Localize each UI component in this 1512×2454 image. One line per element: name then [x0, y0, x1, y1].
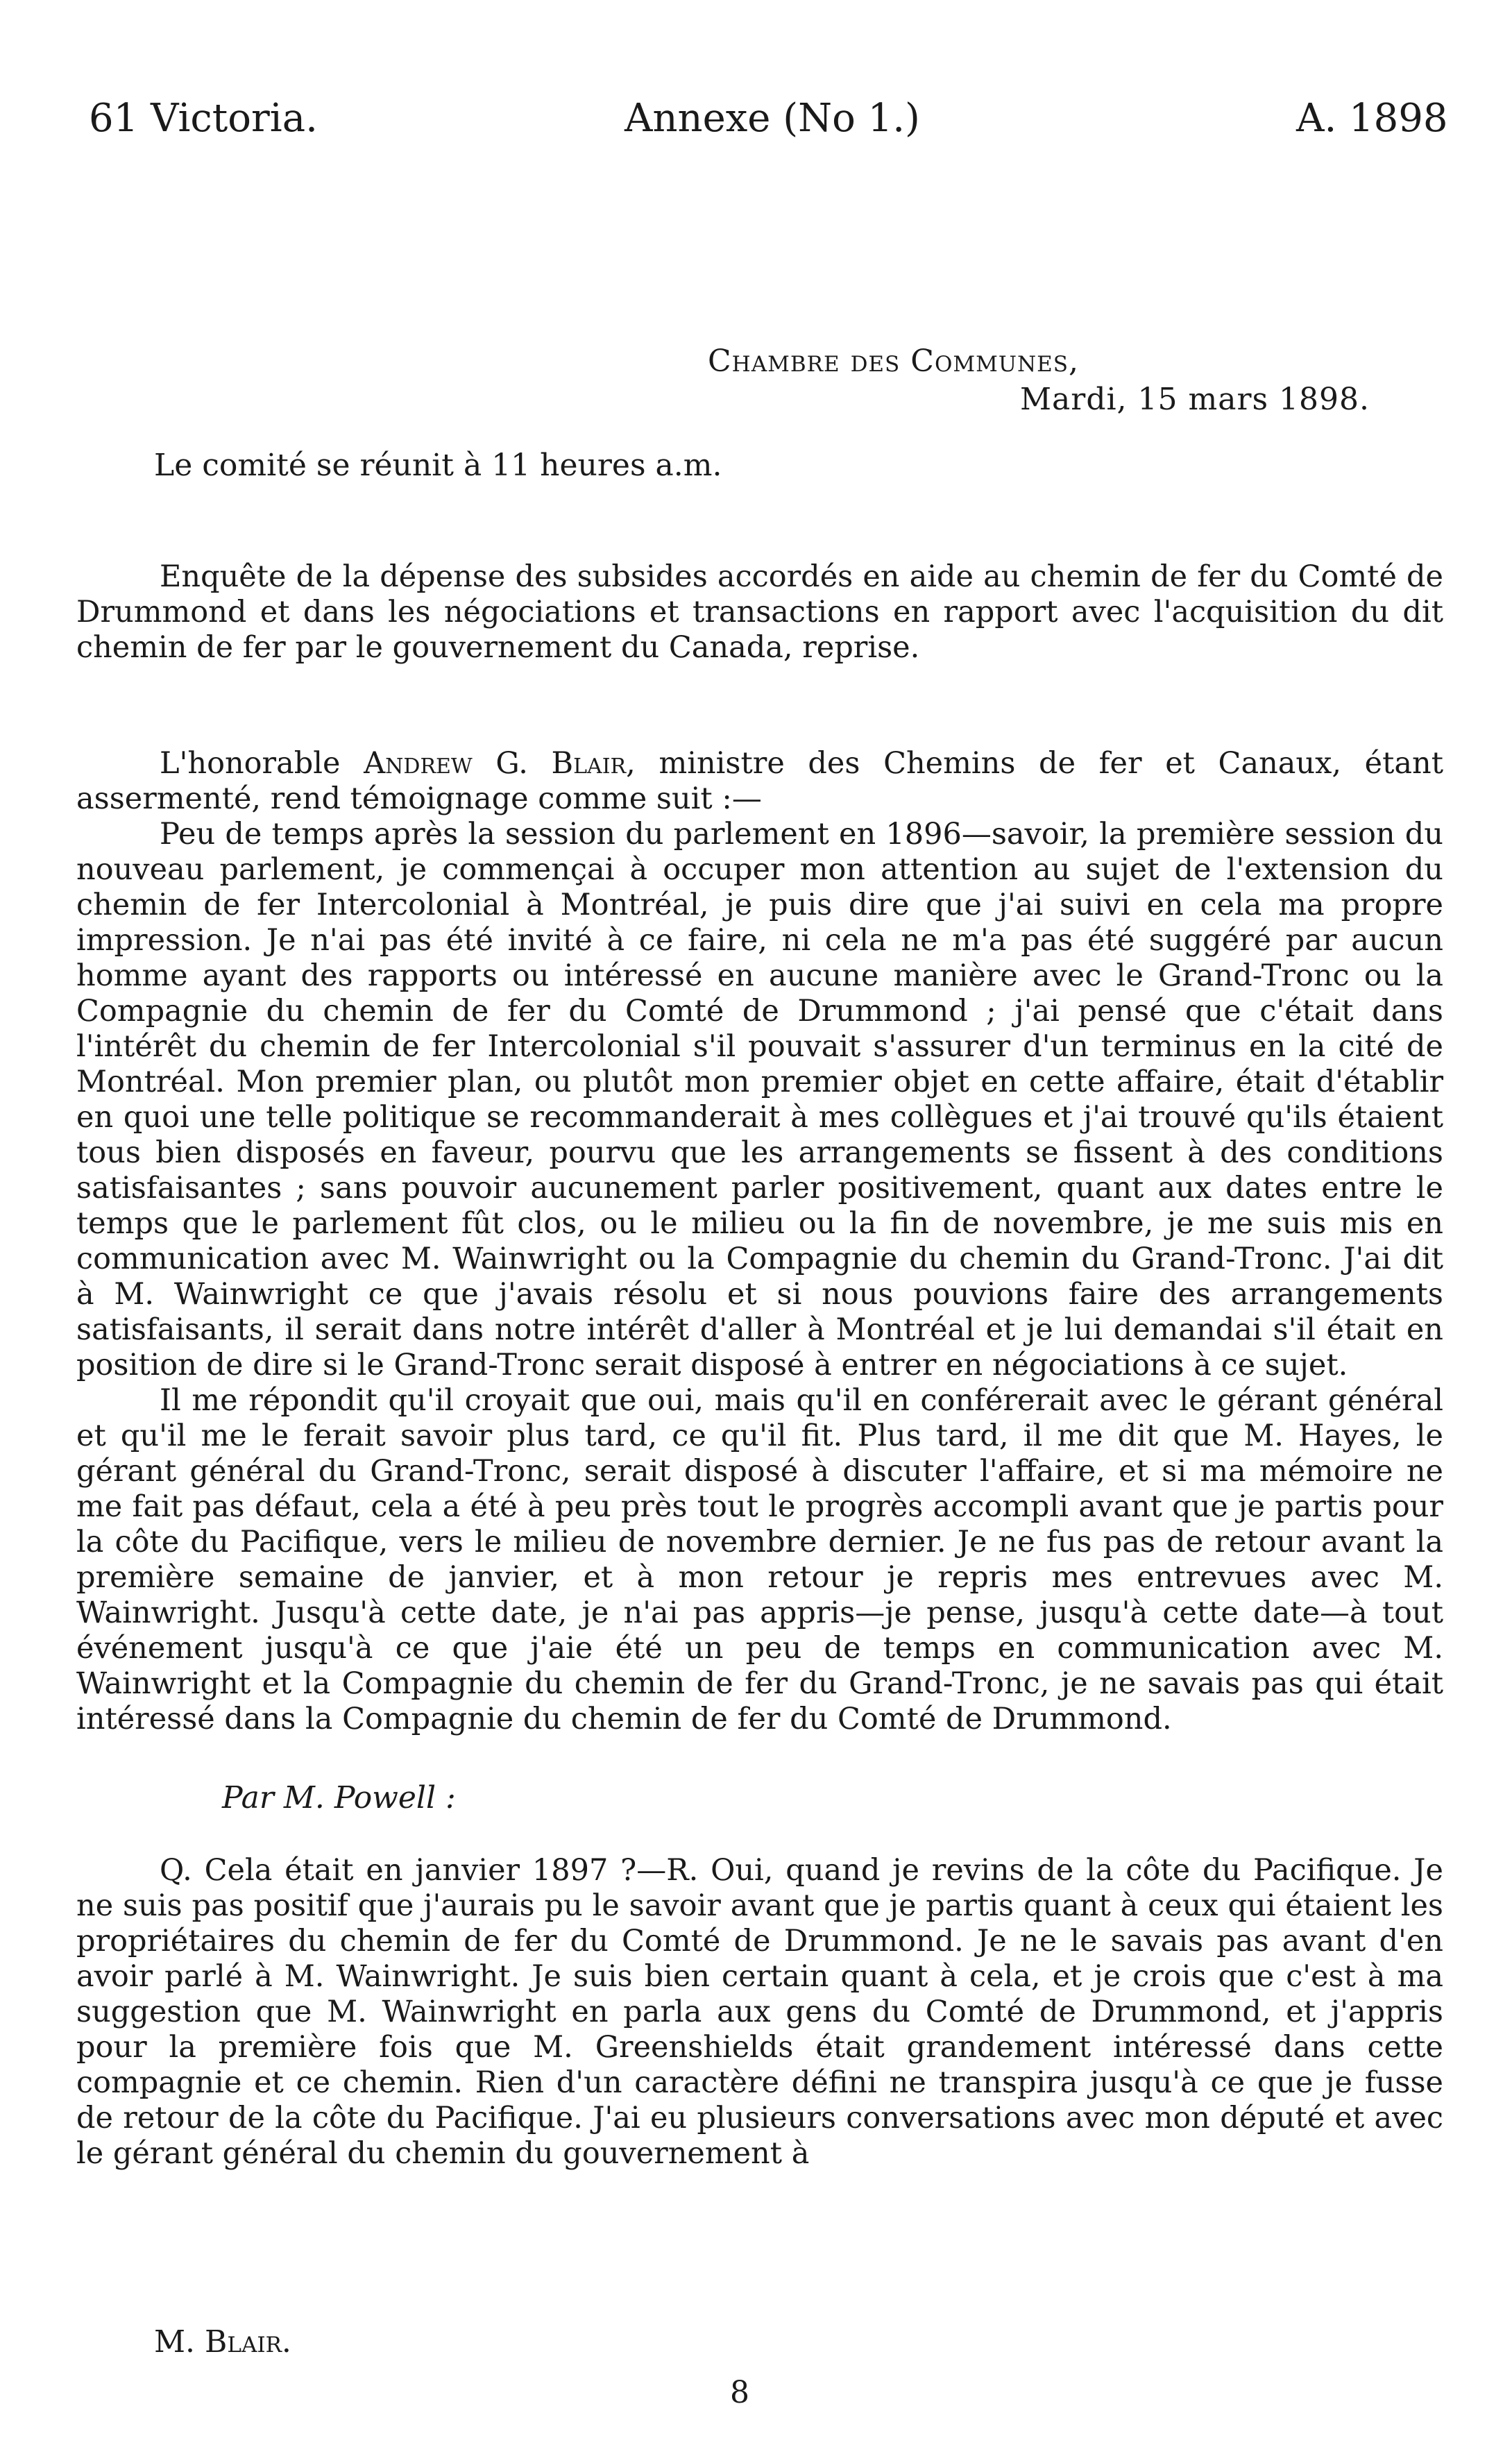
dateline-place: Chambre des Communes, — [708, 344, 1079, 379]
opening-line: Le comité se réunit à 11 heures a.m. — [154, 448, 722, 483]
header-annex: Annexe (No 1.) — [625, 96, 920, 141]
dateline-date: Mardi, 15 mars 1898. — [1020, 382, 1370, 417]
running-header — [0, 96, 1512, 151]
testimony-paragraph-1: Peu de temps après la session du parlement en 1896—savoir, la première session du nouveau parlement, je commençai à occuper mon attention au sujet de l'extension du chemin de fer Intercolonial à Montréal, je puis dire que j'ai suivi en cela ma propre impression. Je n'ai pas été invité à ce faire, ni cela ne m'a pas été suggéré par aucun homme ayant des rapports ou intéressé en aucune manière avec le Grand-Tronc ou la Compagnie du chemin de fer du Comté de Drummond ; j'ai pensé que c'était dans l'intérêt du chemin de fer Intercolonial s'il pouvait s'assurer d'un terminus en la cité de Montréal. Mon premier plan, ou plutôt mon premier objet en cette affaire, était d'établir en quoi une telle politique se recommanderait à mes collègues et j'ai trouvé qu'ils étaient tous bien disposés en faveur, pourvu que les arrangements se fissent à des conditions satisfaisantes ; sans pouvoir aucunement parler positivement, quant aux dates entre le temps que le parlement fût clos, ou le milieu ou la fin de novembre, je me suis mis en communication avec M. Wainwright ou la Compagnie du chemin du Grand-Tronc. J'ai dit à M. Wainwright ce que j'avais résolu et si nous pouvions faire des arrangements satisfaisants, il serait dans notre intérêt d'aller à Montréal et je lui demandai s'il était en position de dire si le Grand-Tronc serait disposé à entrer en négociations à ce sujet. — [76, 817, 1443, 1382]
witness-suffix: , ministre des Chemins de fer et Canaux, étant assermenté, rend témoignage comme suit :— — [76, 746, 1444, 816]
qa-block — [76, 1853, 1443, 2172]
testimony-paragraph-2: Il me répondit qu'il croyait que oui, mais qu'il en conférerait avec le gérant général et qu'il me le ferait savoir plus tard, ce qu'il fit. Plus tard, il me dit que M. Hayes, le gérant général du Grand-Tronc, serait disposé à discuter l'affaire, et si ma mémoire ne me fait pas défaut, cela a été à peu près tout le progrès accompli avant que je partis pour la côte du Pacifique, vers le milieu de novembre dernier. Je ne fus pas de retour avant la première semaine de janvier, et à mon retour je repris mes entrevues avec M. Wainwright. Jusqu'à cette date, je n'ai pas appris—je pense, jusqu'à cette date—à tout événement jusqu'à ce que j'aie été un peu de temps en communication avec M. Wainwright et la Compagnie du chemin de fer du Grand-Tronc, je ne savais pas qui était intéressé dans la Compagnie du chemin de fer du Comté de Drummond. — [76, 1383, 1443, 1736]
witness-name: Andrew G. Blair — [364, 746, 627, 781]
speaker-heading: Par M. Powell : — [222, 1780, 456, 1816]
intro-block — [76, 559, 1443, 666]
testimony-block — [76, 746, 1443, 1737]
witness-intro — [76, 746, 1443, 817]
signoff: M. Blair. — [154, 2324, 291, 2360]
header-session: 61 Victoria. — [89, 96, 318, 141]
header-year: A. 1898 — [1296, 96, 1448, 141]
qa-paragraph: Q. Cela était en janvier 1897 ?—R. Oui, quand je revins de la côte du Pacifique. Je ne suis pas positif que j'aurais pu le savoir avant que je partis quant à ceux qui étaient les propriétaires du chemin de fer du Comté de Drummond. Je ne le savais pas avant d'en avoir parlé à M. Wainwright. Je suis bien certain quant à cela, et je crois que c'est à ma suggestion que M. Wainwright en parla aux gens du Comté de Drummond, et j'appris pour la première fois que M. Greenshields était grandement intéressé dans cette compagnie et ce chemin. Rien d'un caractère défini ne transpira jusqu'à ce que je fusse de retour de la côte du Pacifique. J'ai eu plusieurs conversations avec mon député et avec le gérant général du chemin du gouvernement à — [76, 1853, 1443, 2171]
page-number: 8 — [730, 2375, 749, 2410]
intro-paragraph: Enquête de la dépense des subsides accordés en aide au chemin de fer du Comté de Drummond et dans les négociations et transactions en rapport avec l'acquisition du dit chemin de fer par le gouvernement du Canada, reprise. — [76, 559, 1443, 665]
witness-prefix: L'honorable — [160, 746, 364, 781]
